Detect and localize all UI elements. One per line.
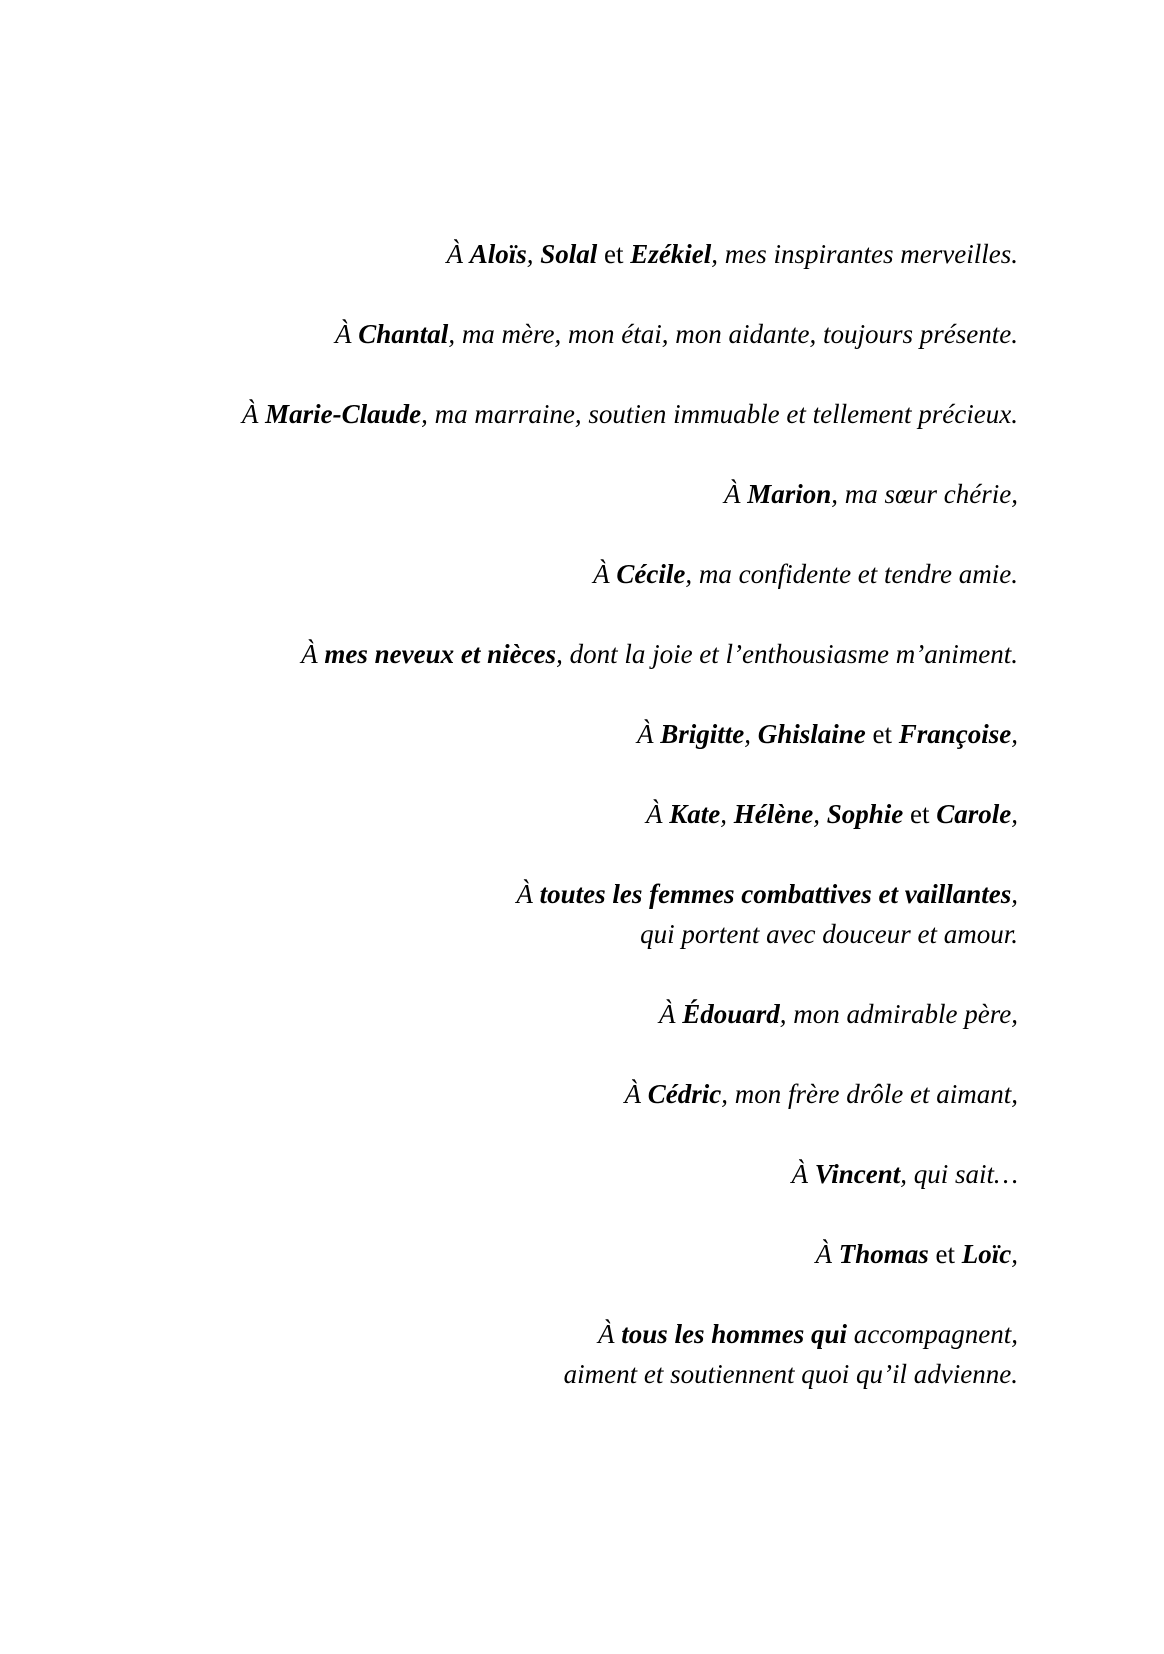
dedication-text: À <box>593 559 617 589</box>
dedicatee-name: Marion <box>747 479 832 509</box>
dedication-line <box>118 634 1018 674</box>
dedication-text: À <box>241 399 266 429</box>
dedication-line <box>118 1074 1018 1114</box>
dedication-text: , ma confidente et tendre amie. <box>685 559 1018 589</box>
dedication-text: À <box>791 1159 815 1189</box>
dedication-line <box>118 1314 1018 1354</box>
dedication-line <box>118 874 1018 914</box>
dedication-text: accompagnent, <box>847 1319 1018 1349</box>
dedication-text: À <box>723 479 748 509</box>
dedicatee-name: Solal <box>540 239 598 269</box>
dedication-text: À <box>658 999 683 1029</box>
dedication-line <box>118 714 1018 754</box>
dedication-line <box>118 474 1018 514</box>
dedication-text: , <box>526 239 541 269</box>
dedication-text: , <box>1011 719 1018 749</box>
dedication-text: , <box>1011 879 1018 909</box>
dedication-text: À <box>815 1239 839 1269</box>
dedication-text: À <box>516 879 540 909</box>
dedicatee-name: Françoise <box>898 719 1012 749</box>
dedication-text: , <box>720 799 734 829</box>
dedication-line-continuation <box>118 1354 1018 1394</box>
dedication-text: et <box>597 239 631 269</box>
dedication-text: , <box>1011 1239 1018 1269</box>
dedication-text: et <box>928 1239 962 1269</box>
dedication-line <box>118 1234 1018 1274</box>
dedication-text: À <box>624 1079 648 1109</box>
dedicatee-name: Cécile <box>616 559 686 589</box>
dedicatee-name: Loïc <box>961 1239 1012 1269</box>
dedicatee-name: Édouard <box>682 999 780 1029</box>
dedication-text: , mon frère drôle et aimant, <box>721 1079 1018 1109</box>
dedicatee-name: Ezékiel <box>630 239 712 269</box>
dedicatee-name: mes neveux et nièces <box>324 639 557 669</box>
dedicatee-name: Cédric <box>647 1079 722 1109</box>
dedication-text: et <box>865 719 899 749</box>
dedicatee-name: Chantal <box>358 319 449 349</box>
dedicatee-name: Carole <box>936 799 1012 829</box>
dedicatee-name: Ghislaine <box>757 719 866 749</box>
dedication-line <box>118 394 1018 434</box>
dedication-text: , mon admirable père, <box>779 999 1018 1029</box>
dedication-text: et <box>903 799 937 829</box>
dedicatee-name: Sophie <box>826 799 904 829</box>
dedicatee-name: Brigitte <box>660 719 745 749</box>
dedication-line <box>118 234 1018 274</box>
dedication-line <box>118 554 1018 594</box>
dedication-text: , mes inspirantes merveilles. <box>711 239 1018 269</box>
dedication-line <box>118 1154 1018 1194</box>
dedication-text: , qui sait… <box>900 1159 1018 1189</box>
dedication-text: À <box>598 1319 622 1349</box>
dedication-text: À <box>446 239 470 269</box>
dedication-text: , <box>1011 799 1018 829</box>
dedication-text: À <box>335 319 359 349</box>
dedication-text: aiment et soutiennent quoi qu’il advienne. <box>563 1359 1018 1389</box>
dedication-block <box>118 234 1018 1434</box>
dedicatee-name: tous les hommes qui <box>621 1319 848 1349</box>
dedication-line <box>118 994 1018 1034</box>
dedicatee-name: Kate <box>669 799 721 829</box>
dedicatee-name: Aloïs <box>469 239 527 269</box>
dedication-text: À <box>645 799 670 829</box>
dedication-line <box>118 794 1018 834</box>
dedication-text: , ma sœur chérie, <box>831 479 1018 509</box>
dedicatee-name: Hélène <box>733 799 814 829</box>
dedication-text: qui portent avec douceur et amour. <box>640 919 1018 949</box>
dedication-text: , dont la joie et l’enthousiasme m’animent. <box>556 639 1018 669</box>
dedication-line-continuation <box>118 914 1018 954</box>
dedicatee-name: Thomas <box>838 1239 929 1269</box>
dedicatee-name: Marie-Claude <box>265 399 422 429</box>
dedication-text: , <box>744 719 758 749</box>
dedication-text: , ma marraine, soutien immuable et tellement précieux. <box>421 399 1018 429</box>
dedicatee-name: toutes les femmes combattives et vaillantes <box>539 879 1012 909</box>
dedication-text: À <box>301 639 325 669</box>
dedication-text: , <box>813 799 827 829</box>
dedication-text: À <box>636 719 661 749</box>
dedication-text: , ma mère, mon étai, mon aidante, toujours présente. <box>448 319 1018 349</box>
dedicatee-name: Vincent <box>814 1159 901 1189</box>
dedication-line <box>118 314 1018 354</box>
